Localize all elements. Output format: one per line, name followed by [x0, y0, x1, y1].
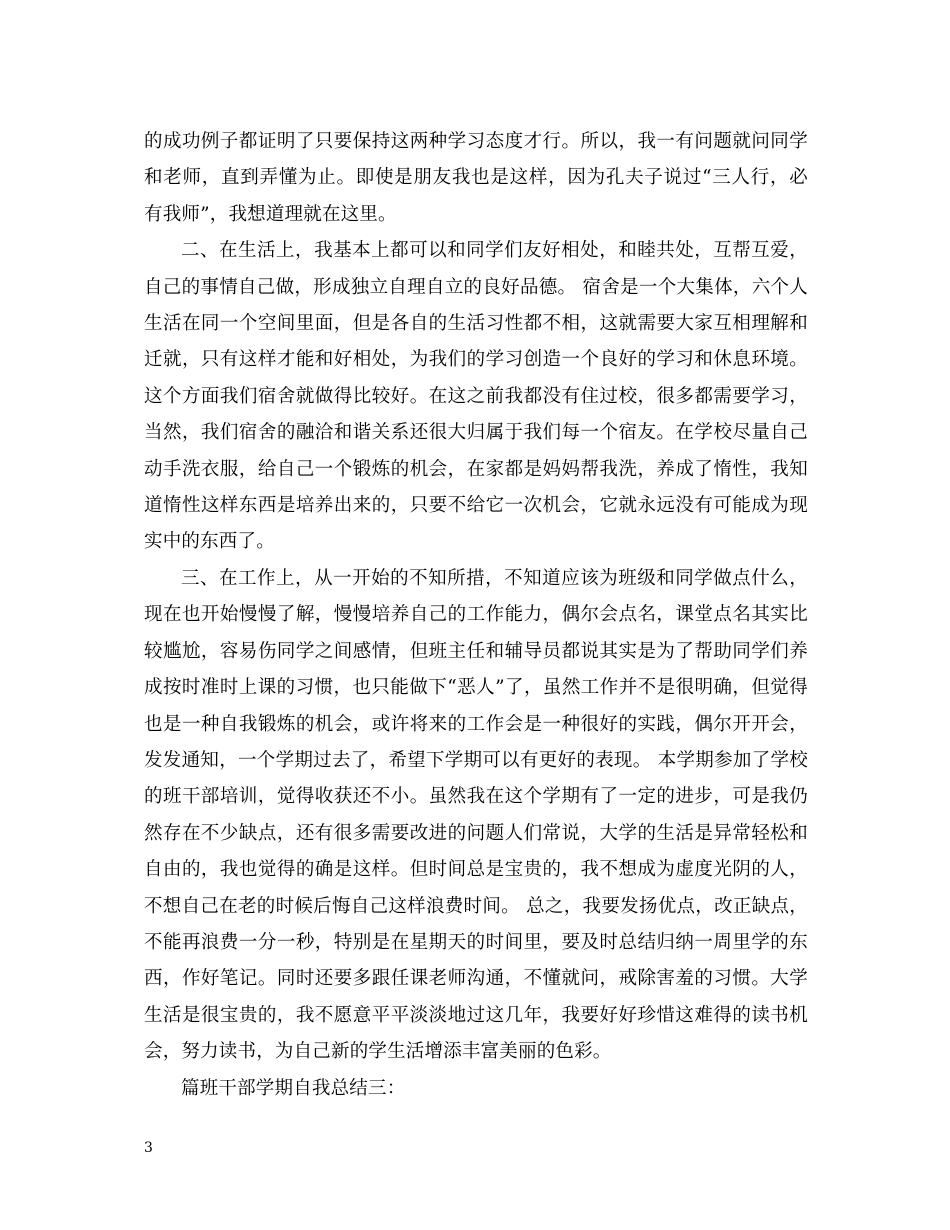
- paragraph-continuation: 的成功例子都证明了只要保持这两种学习态度才行。所以，我一有问题就问同学和老师，直到弄懂为止。即使是朋友我也是这样，因为孔夫子说过“三人行，必有我师”，我想道理就在这里。: [144, 131, 808, 225]
- paragraph-work: 三、在工作上，从一开始的不知所措，不知道应该为班级和同学做点什么，现在也开始慢慢了解，慢慢培养自己的工作能力，偶尔会点名，课堂点名其实比较尴尬，容易伤同学之间感情，但班主任和辅导员都说其实是为了帮助同学们养成按时准时上课的习惯，也只能做下“恶人”了，虽然工作并不是很明确，但觉得也是一种自我锻炼的机会，或许将来的工作会是一种很好的实践，偶尔开开会，发发通知，一个学期过去了，希望下学期可以有更好的表现。 本学期参加了学校的班干部培训，觉得收获还不小。虽然我在这个学期有了一定的进步，可是我仍然存在不少缺点，还有很多需要改进的问题人们常说，大学的生活是异常轻松和自由的，我也觉得的确是这样。但时间总是宝贵的，我不想成为虚度光阴的人，不想自己在老的时候后悔自己这样浪费时间。 总之，我要发扬优点，改正缺点，不能再浪费一分一秒，特别是在星期天的时间里，要及时总结归纳一周里学的东西，作好笔记。同时还要多跟任课老师沟通，不懂就问，戒除害羞的习惯。大学生活是很宝贵的，我不愿意平平淡淡地过这几年，我要好好珍惜这难得的读书机会，努力读书，为自己新的学生活增添丰富美丽的色彩。: [144, 567, 808, 1063]
- document-body: [144, 124, 808, 1107]
- paragraph-section-heading: 篇班干部学期自我总结三：: [181, 1077, 406, 1099]
- page-number: 3: [144, 1140, 153, 1156]
- paragraph-life: 二、在生活上，我基本上都可以和同学们友好相处，和睦共处，互帮互爱，自己的事情自己做，形成独立自理自立的良好品德。 宿舍是一个大集体，六个人生活在同一个空间里面，但是各自的生活习性都不相，这就需要大家互相理解和迁就，只有这样才能和好相处，为我们的学习创造一个良好的学习和休息环境。这个方面我们宿舍就做得比较好。在这之前我都没有住过校，很多都需要学习，当然，我们宿舍的融洽和谐关系还很大归属于我们每一个宿友。在学校尽量自己动手洗衣服，给自己一个锻炼的机会，在家都是妈妈帮我洗，养成了惰性，我知道惰性这样东西是培养出来的，只要不给它一次机会，它就永远没有可能成为现实中的东西了。: [144, 240, 808, 553]
